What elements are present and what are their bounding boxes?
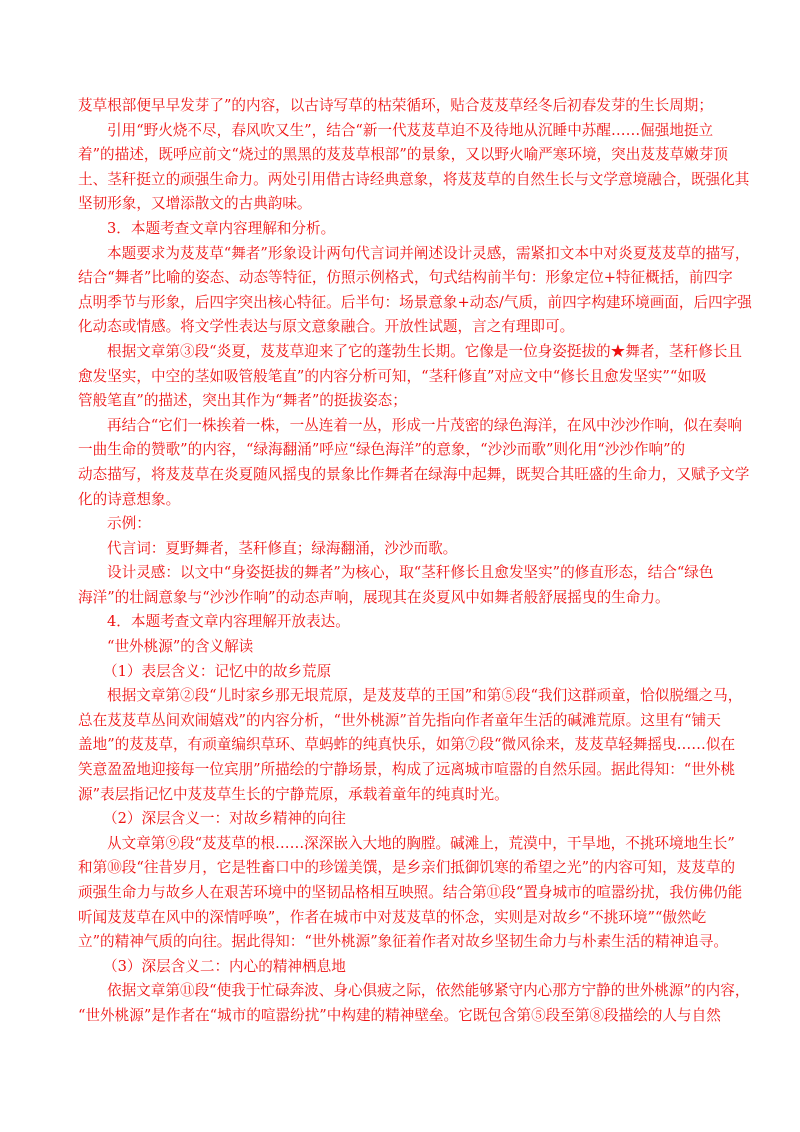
text-line: 管般笔直”的描述，突出其作为“舞者”的挺拔姿态； bbox=[78, 392, 407, 410]
text-line: 坚韧形象，又增添散文的古典韵味。 bbox=[78, 195, 312, 213]
text-line: 芨草根部便早早发芽了”的内容，以古诗写草的枯荣循环，贴合芨芨草经冬后初春发芽的生长周期； bbox=[78, 97, 713, 114]
text-line: 立”的精神气质的向往。据此得知：“世外桃源”象征着作者对故乡坚韧生命力与朴素生活的精神追寻。 bbox=[78, 933, 728, 951]
text-line: 顽强生命力与故乡人在艰苦环境中的坚韧品格相互映照。结合第⑪段“置身城市的喧嚣纷扰，我仿佛仍能 bbox=[78, 884, 743, 901]
text-line: 本题要求为芨芨草“舞者”形象设计两句代言词并阐述设计灵感，需紧扣文本中对炎夏芨芨草的描写， bbox=[107, 244, 750, 262]
text-line: 海洋”的壮阔意象与“沙沙作响”的动态声响，展现其在炎夏风中如舞者般舒展摇曳的生命力。 bbox=[78, 588, 670, 606]
text-line: 源”表层指记忆中芨芨草生长的宁静荒原，承载着童年的纯真时光。 bbox=[78, 785, 509, 803]
text-line: 化的诗意想象。 bbox=[78, 490, 181, 508]
text-line: 代言词：夏野舞者，茎秆修直；绿海翻涌，沙沙而歌。 bbox=[107, 539, 458, 557]
text-line: 动态描写，将芨芨草在炎夏随风摇曳的景象比作舞者在绿海中起舞，既契合其旺盛的生命力，又赋予文学 bbox=[78, 465, 750, 483]
text-line: 土、茎秆挺立的顽强生命力。两处引用借古诗经典意象，将芨芨草的自然生长与文学意境融合，既强化其 bbox=[78, 170, 750, 188]
text-line: 总在芨芨草丛间欢闹嬉戏”的内容分析，“世外桃源”首先指向作者童年生活的碱滩荒原。这里有“铺天 bbox=[78, 711, 721, 729]
text-line: 从文章第⑨段“芨芨草的根……深深嵌入大地的胸膛。碱滩上，荒漠中，干旱地，不挑环境地生长” bbox=[107, 834, 735, 852]
text-line: 引用“野火烧不尽，春风吹又生”，结合“新一代芨芨草迫不及待地从沉睡中苏醒……倔强地挺立 bbox=[107, 121, 714, 139]
text-line: 示例： bbox=[107, 515, 151, 533]
text-line: 和第⑩段“往昔岁月，它是牲畜口中的珍馐美馔，是乡亲们抵御饥寒的希望之光”的内容可知，芨芨草的 bbox=[78, 859, 736, 877]
text-line: 依据文章第⑪段“使我于忙碌奔波、身心俱疲之际，依然能够紧守内心那方宁静的世外桃源”的内容， bbox=[107, 982, 750, 1000]
text-line: 4．本题考查文章内容理解开放表达。 bbox=[107, 613, 350, 631]
text-line: 盖地”的芨芨草，有顽童编织草环、草蚂蚱的纯真快乐，如第⑦段“微风徐来，芨芨草轻舞摇曳……似在 bbox=[78, 736, 736, 754]
text-line: 愈发坚实，中空的茎如吸管般笔直”的内容分析可知，“茎秆修直”对应文中“修长且愈发坚实”“如吸 bbox=[78, 367, 707, 385]
text-line: 再结合“它们一株挨着一株，一丛连着一丛，形成一片茂密的绿色海洋，在风中沙沙作响，似在奏响 bbox=[107, 416, 742, 434]
text-line: 化动态或情感。将文学性表达与原文意象融合。开放性试题，言之有理即可。 bbox=[78, 318, 575, 336]
text-line: （2）深层含义一：对故乡精神的向往 bbox=[103, 810, 346, 828]
answer-explanation-text bbox=[78, 94, 752, 1029]
text-line: “世外桃源”的含义解读 bbox=[107, 638, 254, 656]
text-line: “世外桃源”是作者在“城市的喧嚣纷扰”中构建的精神壁垒。它既包含第⑤段至第⑧段描绘的人与自然 bbox=[78, 1006, 721, 1024]
text-line: 根据文章第③段“炎夏，芨芨草迎来了它的蓬勃生长期。它像是一位身姿挺拔的★舞者，茎秆修长且 bbox=[107, 342, 742, 360]
text-line: （3）深层含义二：内心的精神栖息地 bbox=[103, 957, 346, 975]
text-line: 听闻芨芨草在风中的深情呼唤”，作者在城市中对芨芨草的怀念，实则是对故乡“不挑环境”“傲然屹 bbox=[78, 908, 707, 926]
text-line: 着”的描述，既呼应前文“烧过的黑黑的芨芨草根部”的景象，又以野火喻严寒环境，突出芨芨草嫩芽顶 bbox=[78, 146, 728, 164]
text-line: 笑意盈盈地迎接每一位宾朋”所描绘的宁静场景，构成了远离城市喧嚣的自然乐园。据此得知：“世外桃 bbox=[78, 761, 736, 779]
text-line: 点明季节与形象，后四字突出核心特征。后半句：场景意象+动态/气质，前四字构建环境画面，后四字强 bbox=[78, 293, 752, 311]
text-line: 3．本题考查文章内容理解和分析。 bbox=[107, 219, 336, 237]
text-line: 设计灵感：以文中“身姿挺拔的舞者”为核心，取“茎秆修长且愈发坚实”的修直形态，结合“绿色 bbox=[107, 564, 714, 582]
text-line: 结合“舞者”比喻的姿态、动态等特征，仿照示例格式，句式结构前半句：形象定位+特征概括，前四字 bbox=[78, 269, 733, 287]
text-line: （1）表层含义：记忆中的故乡荒原 bbox=[103, 662, 332, 680]
text-line: 根据文章第②段“儿时家乡那无垠荒原，是芨芨草的王国”和第⑤段“我们这群顽童，恰似脱缰之马， bbox=[107, 687, 743, 705]
text-line: 一曲生命的赞歌”的内容，“绿海翻涌”呼应“绿色海洋”的意象，“沙沙而歌”则化用“沙沙作响”的 bbox=[78, 441, 686, 459]
